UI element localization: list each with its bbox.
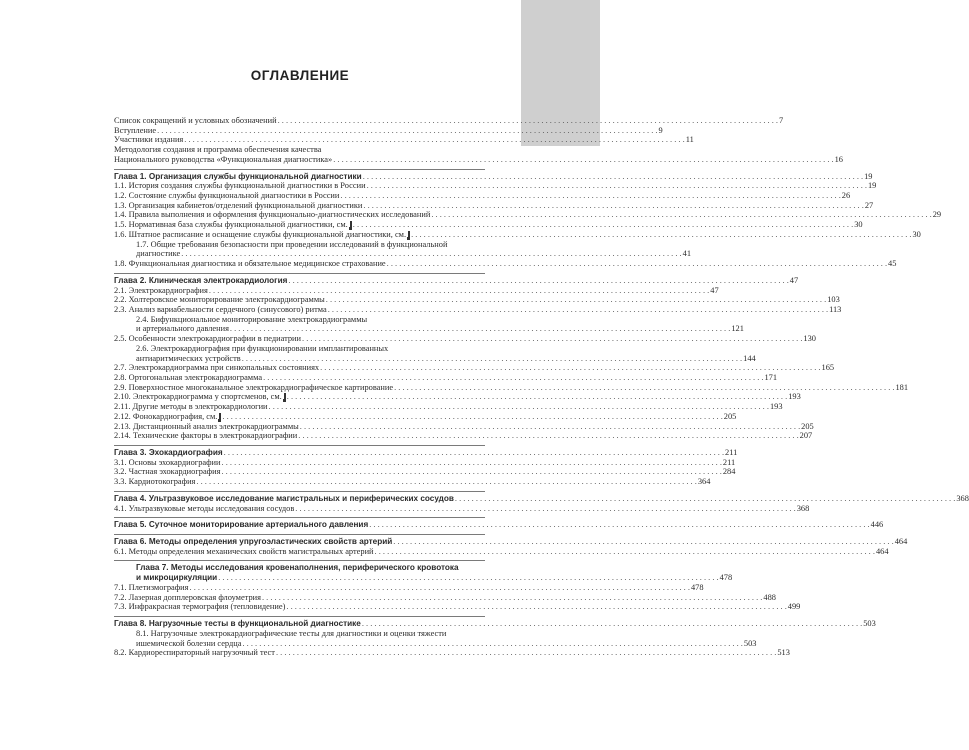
entry-title-line: 1.6. Штатное расписание и оснащение службы функциональной диагностики, см. — [114, 229, 407, 239]
dot-leader: . . . . . . . . . . . . . . . . . . . . . . . . . . . . . . . . . . . . . . . . . . . . . . . . . . . . . . . . . . . . . . . . . . . . . . . . . . . . . . . . . . . . . . . . . . . . . . . . . . . . . . . . . . . . . . . . . . . . . . . . — [394, 382, 895, 392]
toc-entry[interactable] — [114, 592, 776, 603]
dot-leader: . . . . . . . . . . . . . . . . . . . . . . . . . . . . . . . . . . . . . . . . . . . . . . . . . . . . . . . . . . . . . . . . . . . . . . . . . . . . . . . . . . . . . . . . . . . . . . . . . . . . . . . . . . . . . . . . . . . . . . . . — [277, 116, 778, 125]
dot-leader: . . . . . . . . . . . . . . . . . . . . . . . . . . . . . . . . . . . . . . . . . . . . . . . . . . . . . . . . . . . . . . . . . . . . . . . . . . . . . . . . . . . . . . . . . . . . . . . . . . . . . . . . . . . . . . . . . . . . . . . . — [298, 431, 799, 441]
toc-entry[interactable] — [114, 648, 790, 658]
entry-title-line: 3.1. Основы эхокардиографии — [114, 457, 221, 467]
page-number: 47 — [710, 285, 719, 295]
toc-entry[interactable] — [114, 220, 863, 230]
section-divider — [114, 616, 485, 617]
entry-title-line: 2.5. Особенности электрокардиографии в педиатрии — [114, 334, 302, 344]
page-number: 29 — [932, 210, 942, 220]
toc-entry[interactable] — [114, 411, 737, 422]
page-number: 9 — [658, 125, 663, 135]
entry-title-line: 2.6. Электрокардиография при функционировании имплантированных — [136, 343, 389, 353]
dot-leader: . . . . . . . . . . . . . . . . . . . . . . . . . . . . . . . . . . . . . . . . . . . . . . . . . . . . . . . . . . . . . . . . . . . . . . . . . . . . . . . . . . . . . . . . . . . . . . . . . . . . . . . . . . . . . . . . . . . . . . . . — [327, 304, 829, 314]
entry-title-line: 7.3. Инфракрасная термография (тепловидение) — [114, 602, 286, 612]
page-number: 503 — [863, 619, 876, 629]
dot-leader: . . . . . . . . . . . . . . . . . . . . . . . . . . . . . . . . . . . . . . . . . . . . . . . . . . . . . . . . . . . . . . . . . . . . . . . . . . . . . . . . . . . . . . . . . . . . . . . . . . . . . . . . . . . . . . . . . . . . . . . . — [184, 135, 685, 145]
chapter-entry[interactable] — [114, 493, 969, 504]
entry-title-line: 8.1. Нагрузочные электрокардиографические тесты для диагностики и оценки тяжести — [136, 628, 447, 638]
page-number: 130 — [803, 334, 816, 344]
chapter-entry[interactable] — [114, 448, 738, 458]
dot-leader: . . . . . . . . . . . . . . . . . . . . . . . . . . . . . . . . . . . . . . . . . . . . . . . . . . . . . . . . . . . . . . . . . . . . . . . . . . . . . . . . . . . . . . . . . . . . . . . . . . . . . . . . . . . . . . . . . . . . . . . . — [411, 229, 912, 239]
page-number: 368 — [956, 493, 969, 503]
entry-title-line: и микроциркуляции — [136, 573, 218, 583]
entry-title-line: Список сокращений и условных обозначений — [114, 116, 277, 125]
page-number: 19 — [867, 181, 877, 191]
entry-title-line: 7.2. Лазерная допплеровская флоуметрия — [114, 592, 261, 602]
entry-title-line: 1.7. Общие требования безопасности при проведении исследований в функциональной — [136, 239, 448, 249]
entry-title-line: 1.1. История создания службы функциональной диагностики в России — [114, 181, 366, 191]
page-number: 207 — [799, 431, 813, 441]
toc-entry[interactable] — [114, 503, 810, 514]
toc-entry[interactable] — [114, 477, 711, 487]
entry-title-line: 2.7. Электрокардиограмма при синкопальных состояниях — [114, 363, 320, 373]
page-number: 368 — [796, 503, 810, 513]
entry-title-line: Глава 6. Методы определения упругоэластических свойств артерий — [114, 537, 393, 547]
entry-title-line: 3.2. Частная эхокардиография — [114, 467, 221, 477]
page-number: 121 — [731, 324, 744, 334]
page-number: 205 — [723, 411, 737, 421]
dot-leader: . . . . . . . . . . . . . . . . . . . . . . . . . . . . . . . . . . . . . . . . . . . . . . . . . . . . . . . . . . . . . . . . . . . . . . . . . . . . . . . . . . . . . . . . . . . . . . . . . . . . . . . . . . . . . . . . . . . . . . . . — [157, 125, 658, 135]
entry-title-line: 2.12. Фонокардиография, см. — [114, 411, 218, 421]
dot-leader: . . . . . . . . . . . . . . . . . . . . . . . . . . . . . . . . . . . . . . . . . . . . . . . . . . . . . . . . . . . . . . . . . . . . . . . . . . . . . . . . . . . . . . . . . . . . . . . . . . . . . . . . . . . . . . . . . . . . . . . . — [268, 402, 769, 412]
entry-title-line: 2.2. Холтеровское мониторирование электрокардиограммы — [114, 295, 325, 305]
page-title: ОГЛАВЛЕНИЕ — [250, 68, 350, 83]
dot-leader: . . . . . . . . . . . . . . . . . . . . . . . . . . . . . . . . . . . . . . . . . . . . . . . . . . . . . . . . . . . . . . . . . . . . . . . . . . . . . . . . . . . . . . . . . . . . . . . . . . . . . . . . . . . . . . . . . . . . . . . . — [352, 220, 854, 230]
entry-title-line: 1.8. Функциональная диагностика и обязательное медицинское страхование — [114, 259, 386, 269]
entry-title-line: 1.5. Нормативная база службы функциональной диагностики, см. — [114, 220, 348, 230]
page-number: 30 — [854, 220, 863, 230]
dot-leader: . . . . . . . . . . . . . . . . . . . . . . . . . . . . . . . . . . . . . . . . . . . . . . . . . . . . . . . . . . . . . . . . . . . . . . . . . . . . . . . . . . . . . . . . . . . . . . . . . . . . . . . . . . . . . . . . . . . . . . . . — [261, 592, 763, 602]
page-number: 181 — [895, 382, 909, 392]
page-number: 364 — [697, 477, 711, 487]
page-number: 103 — [827, 295, 840, 305]
page-number: 47 — [789, 275, 799, 285]
dot-leader: . . . . . . . . . . . . . . . . . . . . . . . . . . . . . . . . . . . . . . . . . . . . . . . . . . . . . . . . . . . . . . . . . . . . . . . . . . . . . . . . . . . . . . . . . . . . . . . . . . . . . . . . . . . . . . . . . . . . . . . . — [208, 285, 710, 295]
page-number: 464 — [894, 537, 908, 547]
entry-title-line: Глава 3. Эхокардиография — [114, 448, 223, 457]
entry-title-line: 6.1. Методы определения механических свойств магистральных артерий — [114, 546, 374, 556]
entry-title-line: Глава 2. Клиническая электрокардиология — [114, 275, 288, 285]
dot-leader: . . . . . . . . . . . . . . . . . . . . . . . . . . . . . . . . . . . . . . . . . . . . . . . . . . . . . . . . . . . . . . . . . . . . . . . . . . . . . . . . . . . . . . . . . . . . . . . . . . . . . . . . . . . . . . . . . . . . . . . . — [302, 334, 803, 344]
page-number: 171 — [764, 372, 778, 382]
toc-entry[interactable] — [114, 200, 874, 211]
toc-entry[interactable] — [114, 285, 719, 296]
page-number: 16 — [834, 154, 843, 164]
entry-title-line: 2.1. Электрокардиография — [114, 285, 208, 295]
dot-leader: . . . . . . . . . . . . . . . . . . . . . . . . . . . . . . . . . . . . . . . . . . . . . . . . . . . . . . . . . . . . . . . . . . . . . . . . . . . . . . . . . . . . . . . . . . . . . . . . . . . . . . . . . . . . . . . . . . . . . . . . — [241, 353, 743, 363]
chapter-entry[interactable] — [114, 171, 873, 182]
dot-leader: . . . . . . . . . . . . . . . . . . . . . . . . . . . . . . . . . . . . . . . . . . . . . . . . . . . . . . . . . . . . . . . . . . . . . . . . . . . . . . . . . . . . . . . . . . . . . . . . . . . . . . . . . . . . . . . . . . . . . . . . — [218, 573, 719, 583]
dot-leader: . . . . . . . . . . . . . . . . . . . . . . . . . . . . . . . . . . . . . . . . . . . . . . . . . . . . . . . . . . . . . . . . . . . . . . . . . . . . . . . . . . . . . . . . . . . . . . . . . . . . . . . . . . . . . . . . . . . . . . . . — [386, 259, 888, 269]
toc-entry[interactable] — [114, 402, 783, 412]
entry-title-line: Глава 8. Нагрузочные тесты в функциональной диагностике — [114, 619, 361, 629]
entry-title-line: 1.2. Состояние службы функциональной диагностики в России — [114, 191, 340, 201]
dot-leader: . . . . . . . . . . . . . . . . . . . . . . . . . . . . . . . . . . . . . . . . . . . . . . . . . . . . . . . . . . . . . . . . . . . . . . . . . . . . . . . . . . . . . . . . . . . . . . . . . . . . . . . . . . . . . . . . . . . . . . . . — [242, 638, 743, 648]
external-resource-icon — [219, 413, 221, 421]
toc-entry[interactable] — [114, 135, 694, 145]
entry-title-line: 1.3. Организация кабинетов/отделений функциональной диагностики — [114, 200, 363, 210]
entry-title-line: 8.2. Кардиореспираторный нагрузочный тест — [114, 648, 275, 658]
entry-title-line: Методология создания и программа обеспечения качества — [114, 145, 322, 155]
section-divider — [114, 169, 485, 170]
section-divider — [114, 491, 485, 492]
dot-leader: . . . . . . . . . . . . . . . . . . . . . . . . . . . . . . . . . . . . . . . . . . . . . . . . . . . . . . . . . . . . . . . . . . . . . . . . . . . . . . . . . . . . . . . . . . . . . . . . . . . . . . . . . . . . . . . . . . . . . . . . — [181, 249, 682, 259]
page-number: 464 — [875, 546, 889, 556]
entry-title-line: антиаритмических устройств — [136, 353, 241, 363]
entry-title-line: диагностике — [136, 249, 181, 259]
toc-entry[interactable] — [114, 145, 843, 164]
chapter-entry[interactable] — [114, 275, 799, 286]
entry-title-line: 2.3. Анализ вариабельности сердечного (синусового) ритма — [114, 304, 327, 314]
dot-leader: . . . . . . . . . . . . . . . . . . . . . . . . . . . . . . . . . . . . . . . . . . . . . . . . . . . . . . . . . . . . . . . . . . . . . . . . . . . . . . . . . . . . . . . . . . . . . . . . . . . . . . . . . . . . . . . . . . . . . . . . — [222, 411, 723, 421]
toc-entry[interactable] — [114, 239, 691, 259]
dot-leader: . . . . . . . . . . . . . . . . . . . . . . . . . . . . . . . . . . . . . . . . . . . . . . . . . . . . . . . . . . . . . . . . . . . . . . . . . . . . . . . . . . . . . . . . . . . . . . . . . . . . . . . . . . . . . . . . . . . . . . . . — [454, 493, 956, 503]
entry-title-line: 2.11. Другие методы в электрокардиологии — [114, 402, 268, 412]
chapter-entry[interactable] — [114, 537, 908, 547]
toc-entry[interactable] — [114, 546, 889, 557]
entry-title-line: 2.9. Поверхностное многоканальное электрокардиографическое картирование — [114, 382, 394, 392]
entry-title-line: 2.4. Бифункциональное мониторирование электрокардиограммы — [136, 314, 368, 324]
page-number: 446 — [870, 520, 884, 530]
entry-title-line: 2.8. Ортогональная электрокардиограмма — [114, 372, 263, 382]
toc-entry[interactable] — [114, 602, 801, 612]
entry-title-line: 1.4. Правила выполнения и оформления функционально-диагностических исследований — [114, 210, 431, 220]
toc-entry[interactable] — [114, 382, 909, 393]
toc-entry[interactable] — [114, 304, 842, 315]
dot-leader: . . . . . . . . . . . . . . . . . . . . . . . . . . . . . . . . . . . . . . . . . . . . . . . . . . . . . . . . . . . . . . . . . . . . . . . . . . . . . . . . . . . . . . . . . . . . . . . . . . . . . . . . . . . . . . . . . . . . . . . . — [362, 171, 864, 181]
page-number: 503 — [743, 638, 757, 648]
toc-entry[interactable] — [114, 334, 816, 344]
toc-entry[interactable] — [114, 116, 784, 126]
page-number: 26 — [841, 191, 851, 201]
toc-entry[interactable] — [114, 210, 942, 220]
section-divider — [114, 517, 485, 518]
dot-leader: . . . . . . . . . . . . . . . . . . . . . . . . . . . . . . . . . . . . . . . . . . . . . . . . . . . . . . . . . . . . . . . . . . . . . . . . . . . . . . . . . . . . . . . . . . . . . . . . . . . . . . . . . . . . . . . . . . . . . . . . — [286, 602, 787, 612]
dot-leader: . . . . . . . . . . . . . . . . . . . . . . . . . . . . . . . . . . . . . . . . . . . . . . . . . . . . . . . . . . . . . . . . . . . . . . . . . . . . . . . . . . . . . . . . . . . . . . . . . . . . . . . . . . . . . . . . . . . . . . . . — [431, 210, 932, 220]
page-number: 205 — [801, 421, 814, 431]
dot-leader: . . . . . . . . . . . . . . . . . . . . . . . . . . . . . . . . . . . . . . . . . . . . . . . . . . . . . . . . . . . . . . . . . . . . . . . . . . . . . . . . . . . . . . . . . . . . . . . . . . . . . . . . . . . . . . . . . . . . . . . . — [374, 546, 875, 556]
dot-leader: . . . . . . . . . . . . . . . . . . . . . . . . . . . . . . . . . . . . . . . . . . . . . . . . . . . . . . . . . . . . . . . . . . . . . . . . . . . . . . . . . . . . . . . . . . . . . . . . . . . . . . . . . . . . . . . . . . . . . . . . — [275, 648, 777, 658]
dot-leader: . . . . . . . . . . . . . . . . . . . . . . . . . . . . . . . . . . . . . . . . . . . . . . . . . . . . . . . . . . . . . . . . . . . . . . . . . . . . . . . . . . . . . . . . . . . . . . . . . . . . . . . . . . . . . . . . . . . . . . . . — [288, 275, 789, 285]
page-number: 211 — [725, 448, 738, 457]
entry-title-line: 2.13. Дистанционный анализ электрокардиограммы — [114, 421, 299, 431]
page-number: 193 — [788, 392, 801, 402]
entry-title-line: Участники издания — [114, 135, 184, 145]
dot-leader: . . . . . . . . . . . . . . . . . . . . . . . . . . . . . . . . . . . . . . . . . . . . . . . . . . . . . . . . . . . . . . . . . . . . . . . . . . . . . . . . . . . . . . . . . . . . . . . . . . . . . . . . . . . . . . . . . . . . . . . . — [366, 181, 867, 191]
dot-leader: . . . . . . . . . . . . . . . . . . . . . . . . . . . . . . . . . . . . . . . . . . . . . . . . . . . . . . . . . . . . . . . . . . . . . . . . . . . . . . . . . . . . . . . . . . . . . . . . . . . . . . . . . . . . . . . . . . . . . . . . — [361, 619, 863, 629]
entry-title-line: Глава 1. Организация службы функциональной диагностики — [114, 171, 362, 181]
toc-entry[interactable] — [114, 628, 757, 648]
page-number: 45 — [888, 259, 897, 269]
toc-entry[interactable] — [114, 392, 801, 402]
entry-title-line: 2.10. Электрокардиограмма у спортсменов, см. — [114, 392, 282, 402]
page-number: 19 — [864, 171, 873, 181]
table-of-contents — [114, 116, 969, 658]
dot-leader: . . . . . . . . . . . . . . . . . . . . . . . . . . . . . . . . . . . . . . . . . . . . . . . . . . . . . . . . . . . . . . . . . . . . . . . . . . . . . . . . . . . . . . . . . . . . . . . . . . . . . . . . . . . . . . . . . . . . . . . . — [363, 200, 864, 210]
toc-entry[interactable] — [114, 191, 851, 201]
external-resource-icon — [350, 221, 352, 229]
page-number: 488 — [763, 592, 776, 602]
entry-title-line: 4.1. Ультразвуковые методы исследования сосудов — [114, 503, 295, 513]
toc-entry[interactable] — [114, 295, 840, 305]
toc-entry[interactable] — [114, 363, 835, 373]
dot-leader: . . . . . . . . . . . . . . . . . . . . . . . . . . . . . . . . . . . . . . . . . . . . . . . . . . . . . . . . . . . . . . . . . . . . . . . . . . . . . . . . . . . . . . . . . . . . . . . . . . . . . . . . . . . . . . . . . . . . . . . . — [299, 421, 801, 431]
toc-entry[interactable] — [114, 421, 814, 432]
chapter-entry[interactable] — [114, 619, 876, 629]
dot-leader: . . . . . . . . . . . . . . . . . . . . . . . . . . . . . . . . . . . . . . . . . . . . . . . . . . . . . . . . . . . . . . . . . . . . . . . . . . . . . . . . . . . . . . . . . . . . . . . . . . . . . . . . . . . . . . . . . . . . . . . . — [320, 363, 821, 373]
dot-leader: . . . . . . . . . . . . . . . . . . . . . . . . . . . . . . . . . . . . . . . . . . . . . . . . . . . . . . . . . . . . . . . . . . . . . . . . . . . . . . . . . . . . . . . . . . . . . . . . . . . . . . . . . . . . . . . . . . . . . . . . — [295, 503, 796, 513]
entry-title-line: Глава 7. Методы исследования кровенаполнения, периферического кровотока — [136, 563, 459, 573]
dot-leader: . . . . . . . . . . . . . . . . . . . . . . . . . . . . . . . . . . . . . . . . . . . . . . . . . . . . . . . . . . . . . . . . . . . . . . . . . . . . . . . . . . . . . . . . . . . . . . . . . . . . . . . . . . . . . . . . . . . . . . . . — [221, 457, 722, 467]
page-number: 284 — [722, 467, 736, 477]
toc-entry[interactable] — [114, 457, 736, 468]
toc-entry[interactable] — [114, 229, 921, 240]
entry-title-line: и артериального давления — [136, 324, 229, 334]
entry-title-line: Глава 4. Ультразвуковое исследование магистральных и периферических сосудов — [114, 493, 454, 503]
external-resource-icon — [408, 231, 410, 239]
page-number: 211 — [722, 457, 736, 467]
dot-leader: . . . . . . . . . . . . . . . . . . . . . . . . . . . . . . . . . . . . . . . . . . . . . . . . . . . . . . . . . . . . . . . . . . . . . . . . . . . . . . . . . . . . . . . . . . . . . . . . . . . . . . . . . . . . . . . . . . . . . . . . — [196, 477, 697, 487]
dot-leader: . . . . . . . . . . . . . . . . . . . . . . . . . . . . . . . . . . . . . . . . . . . . . . . . . . . . . . . . . . . . . . . . . . . . . . . . . . . . . . . . . . . . . . . . . . . . . . . . . . . . . . . . . . . . . . . . . . . . . . . . — [393, 537, 894, 547]
toc-entry[interactable] — [114, 431, 813, 441]
external-resource-icon — [284, 393, 286, 401]
page-number: 165 — [821, 363, 835, 373]
page-number: 11 — [685, 135, 694, 145]
toc-entry[interactable] — [114, 372, 778, 383]
toc-entry[interactable] — [114, 125, 663, 136]
entry-title-line: 3.3. Кардиотокография — [114, 477, 196, 487]
toc-entry[interactable] — [114, 181, 877, 191]
section-divider — [114, 534, 485, 535]
dot-leader: . . . . . . . . . . . . . . . . . . . . . . . . . . . . . . . . . . . . . . . . . . . . . . . . . . . . . . . . . . . . . . . . . . . . . . . . . . . . . . . . . . . . . . . . . . . . . . . . . . . . . . . . . . . . . . . . . . . . . . . . — [369, 520, 870, 530]
page-number: 113 — [829, 304, 842, 314]
page-number: 478 — [690, 582, 704, 592]
toc-entry[interactable] — [114, 259, 897, 269]
toc-entry[interactable] — [114, 314, 744, 334]
toc-entry[interactable] — [114, 582, 704, 593]
page-number: 513 — [777, 648, 790, 658]
section-divider — [114, 445, 485, 446]
entry-title-line: 2.14. Технические факторы в электрокардиографии — [114, 431, 298, 441]
page-number: 7 — [778, 116, 784, 125]
page-number: 41 — [682, 249, 691, 259]
entry-title-line: Национального руководства «Функциональная диагностика» — [114, 154, 333, 164]
chapter-entry[interactable] — [114, 563, 733, 583]
dot-leader: . . . . . . . . . . . . . . . . . . . . . . . . . . . . . . . . . . . . . . . . . . . . . . . . . . . . . . . . . . . . . . . . . . . . . . . . . . . . . . . . . . . . . . . . . . . . . . . . . . . . . . . . . . . . . . . . . . . . . . . . — [340, 191, 841, 201]
entry-title-line: ишемической болезни сердца — [136, 638, 242, 648]
dot-leader: . . . . . . . . . . . . . . . . . . . . . . . . . . . . . . . . . . . . . . . . . . . . . . . . . . . . . . . . . . . . . . . . . . . . . . . . . . . . . . . . . . . . . . . . . . . . . . . . . . . . . . . . . . . . . . . . . . . . . . . . — [221, 467, 722, 477]
section-divider — [114, 273, 485, 274]
chapter-entry[interactable] — [114, 520, 884, 530]
entry-title-line: Глава 5. Суточное мониторирование артериального давления — [114, 520, 369, 530]
dot-leader: . . . . . . . . . . . . . . . . . . . . . . . . . . . . . . . . . . . . . . . . . . . . . . . . . . . . . . . . . . . . . . . . . . . . . . . . . . . . . . . . . . . . . . . . . . . . . . . . . . . . . . . . . . . . . . . . . . . . . . . . — [325, 295, 827, 305]
dot-leader: . . . . . . . . . . . . . . . . . . . . . . . . . . . . . . . . . . . . . . . . . . . . . . . . . . . . . . . . . . . . . . . . . . . . . . . . . . . . . . . . . . . . . . . . . . . . . . . . . . . . . . . . . . . . . . . . . . . . . . . . — [333, 154, 834, 164]
dot-leader: . . . . . . . . . . . . . . . . . . . . . . . . . . . . . . . . . . . . . . . . . . . . . . . . . . . . . . . . . . . . . . . . . . . . . . . . . . . . . . . . . . . . . . . . . . . . . . . . . . . . . . . . . . . . . . . . . . . . . . . . — [263, 372, 764, 382]
page-number: 27 — [864, 200, 874, 210]
page-number: 30 — [912, 229, 921, 239]
page-number: 144 — [743, 353, 756, 363]
dot-leader: . . . . . . . . . . . . . . . . . . . . . . . . . . . . . . . . . . . . . . . . . . . . . . . . . . . . . . . . . . . . . . . . . . . . . . . . . . . . . . . . . . . . . . . . . . . . . . . . . . . . . . . . . . . . . . . . . . . . . . . . — [223, 448, 725, 457]
toc-entry[interactable] — [114, 467, 736, 477]
entry-title-line: 7.1. Плетизмография — [114, 582, 189, 592]
page-number: 193 — [769, 402, 783, 412]
dot-leader: . . . . . . . . . . . . . . . . . . . . . . . . . . . . . . . . . . . . . . . . . . . . . . . . . . . . . . . . . . . . . . . . . . . . . . . . . . . . . . . . . . . . . . . . . . . . . . . . . . . . . . . . . . . . . . . . . . . . . . . . — [189, 582, 690, 592]
dot-leader: . . . . . . . . . . . . . . . . . . . . . . . . . . . . . . . . . . . . . . . . . . . . . . . . . . . . . . . . . . . . . . . . . . . . . . . . . . . . . . . . . . . . . . . . . . . . . . . . . . . . . . . . . . . . . . . . . . . . . . . . — [229, 324, 731, 334]
dot-leader: . . . . . . . . . . . . . . . . . . . . . . . . . . . . . . . . . . . . . . . . . . . . . . . . . . . . . . . . . . . . . . . . . . . . . . . . . . . . . . . . . . . . . . . . . . . . . . . . . . . . . . . . . . . . . . . . . . . . . . . . — [286, 392, 788, 402]
page-number: 478 — [719, 573, 733, 583]
page-number: 499 — [787, 602, 801, 612]
section-divider — [114, 560, 485, 561]
toc-entry[interactable] — [114, 343, 756, 363]
entry-title-line: Вступление — [114, 125, 157, 135]
